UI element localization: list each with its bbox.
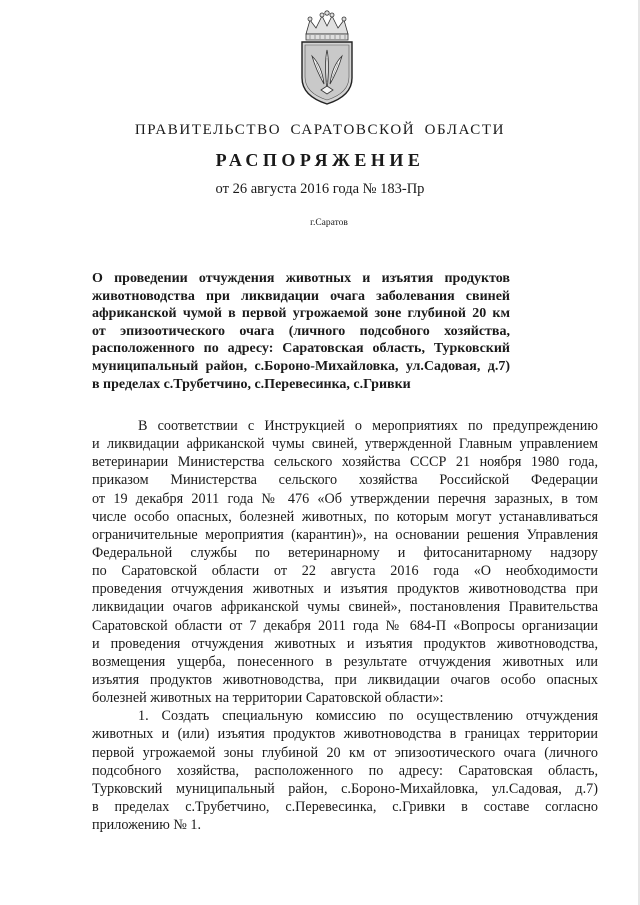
body-line: проведения отчуждения животных и изъятия продуктов животноводства при bbox=[92, 581, 598, 598]
body-line: числе особо опасных, болезней животных, по которым могут устанавливаться bbox=[92, 508, 598, 525]
body-line: возмещения ущерба, понесенного в результате отчуждения животных или bbox=[92, 653, 598, 670]
body-line: и проведения отчуждения животных и изъятия продуктов животноводства, bbox=[92, 635, 598, 652]
body-line: Саратовской области от 7 декабря 2011 года № 684-П «Вопросы организации bbox=[92, 617, 598, 634]
saratov-coat-of-arms-icon bbox=[296, 8, 358, 106]
document-date-number: от 26 августа 2016 года № 183-Пр bbox=[215, 181, 425, 197]
body-line: Федеральной службы по ветеринарному и фитосанитарному надзору bbox=[92, 544, 598, 561]
title-line: расположенного по адресу: Саратовская область, Турковский bbox=[92, 341, 510, 357]
body-line: изъятия продуктов животноводства, при ликвидации очагов особо опасных bbox=[92, 671, 598, 688]
body-line: подсобного хозяйства, расположенного по адресу: Саратовская область, bbox=[92, 762, 598, 779]
title-line: животноводства при ликвидации очага заболевания свиней bbox=[92, 288, 510, 304]
body-line: первой угрожаемой зоны глубиной 20 км от эпизоотического очага (личного bbox=[92, 744, 598, 761]
document-type: РАСПОРЯЖЕНИЕ bbox=[215, 150, 425, 170]
body-line: 1. Создать специальную комиссию по осуществлению отчуждения bbox=[138, 708, 598, 725]
body-line: В соответствии с Инструкцией о мероприятиях по предупреждению bbox=[138, 418, 598, 434]
body-line: в пределах с.Трубетчино, с.Перевесинка, с.Гривки в составе согласно bbox=[92, 798, 598, 815]
body-line: приложению № 1. bbox=[92, 817, 202, 834]
document-body bbox=[92, 417, 598, 834]
title-line: муниципальный район, с.Бороно-Михайловка, ул.Садовая, д.7) bbox=[92, 358, 510, 374]
body-line: приказом Министерства сельского хозяйства Российской Федерации bbox=[92, 472, 598, 489]
body-line: болезней животных на территории Саратовской области»: bbox=[92, 690, 444, 707]
body-line: ветеринарии Министерства сельского хозяйства СССР 21 ноября 1980 года, bbox=[92, 454, 598, 471]
body-line: Турковский муниципальный район, с.Бороно-Михайловка, ул.Садовая, д.7) bbox=[92, 780, 598, 797]
title-line: О проведении отчуждения животных и изъятия продуктов bbox=[92, 271, 510, 286]
title-line: африканской чумой в первой угрожаемой зоне глубиной 20 км bbox=[92, 306, 510, 322]
body-line: ликвидации очагов африканской чумы свиней», постановления Правительства bbox=[92, 599, 598, 616]
body-line: ограничительные мероприятия (карантин)», на основании решения Управления bbox=[92, 526, 598, 543]
title-line: в пределах с.Трубетчино, с.Перевесинка, с.Гривки bbox=[92, 376, 411, 392]
body-line: от 19 декабря 2011 года № 476 «Об утверждении перечня заразных, в том bbox=[92, 490, 598, 507]
body-line: по Саратовской области от 22 августа 2016 года «О необходимости bbox=[92, 563, 598, 580]
body-line: животных и (или) изъятия продуктов животноводства в границах территории bbox=[92, 726, 598, 743]
government-name: ПРАВИТЕЛЬСТВО САРАТОВСКОЙ ОБЛАСТИ bbox=[134, 122, 506, 138]
title-line: от эпизоотического очага (личного подсобного хозяйства, bbox=[92, 323, 510, 339]
document-place: г.Саратов bbox=[310, 218, 348, 228]
body-line: и ликвидации африканской чумы свиней, утвержденной Главным управлением bbox=[92, 436, 598, 453]
document-title bbox=[92, 270, 510, 393]
